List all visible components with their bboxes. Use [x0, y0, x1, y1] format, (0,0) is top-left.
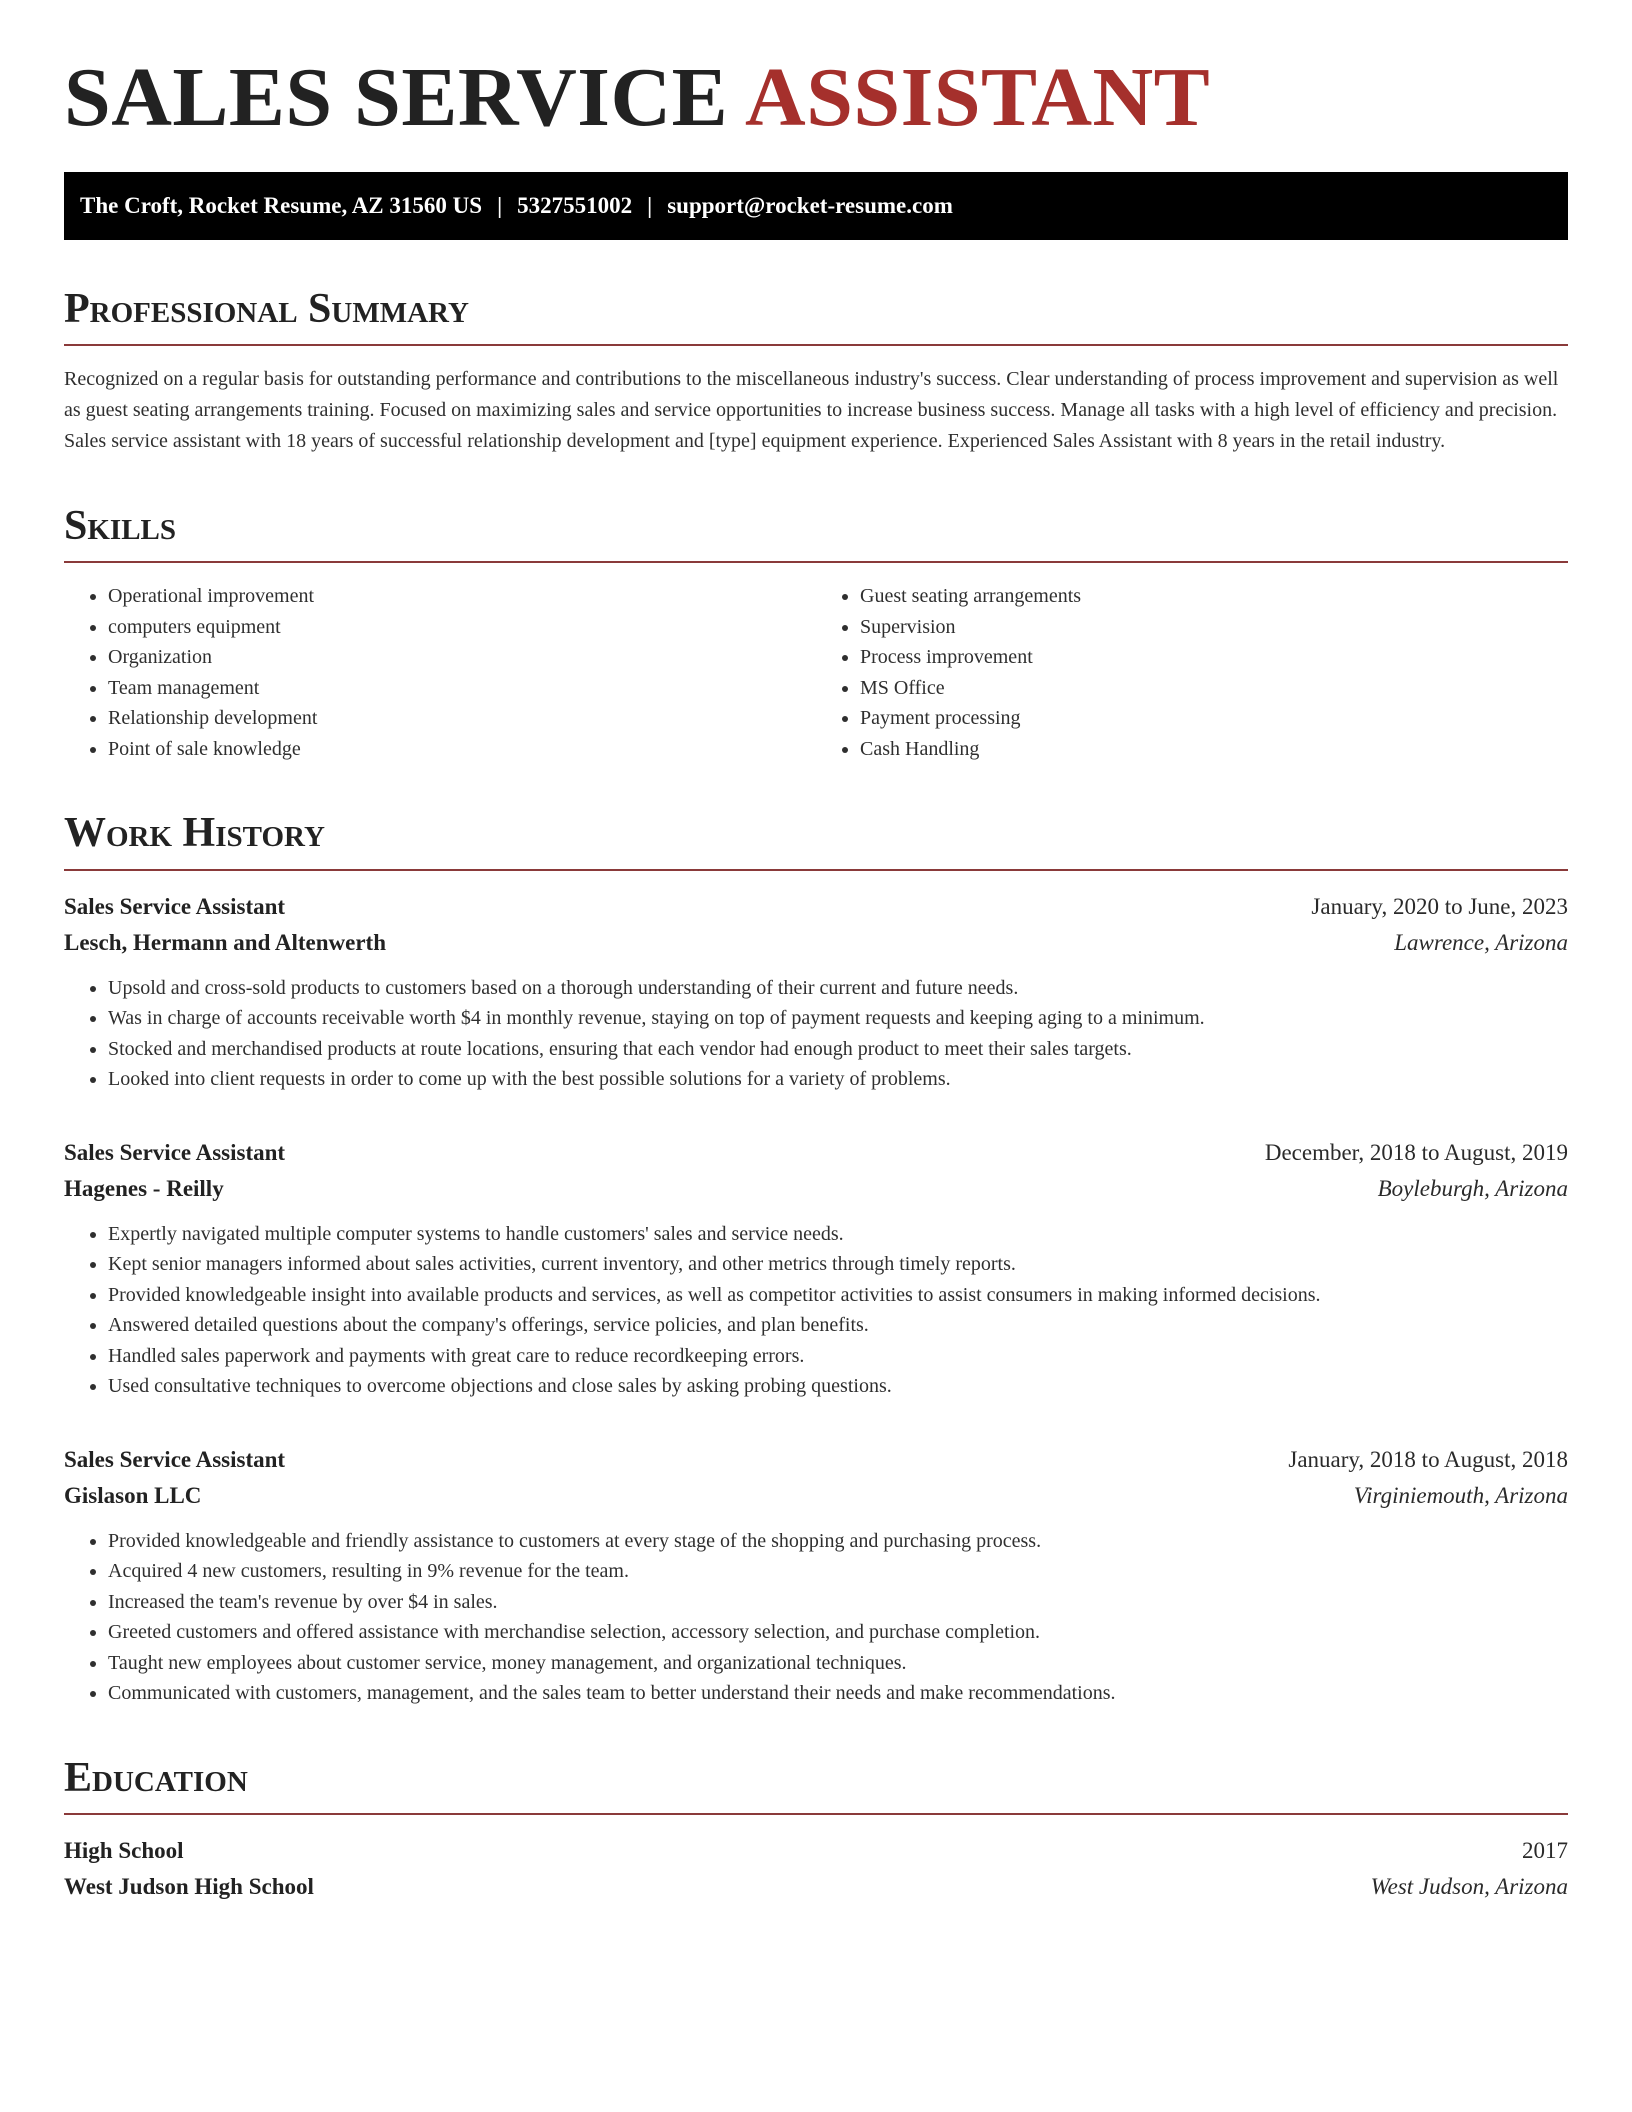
- title-accent: ASSISTANT: [745, 51, 1211, 144]
- job-header-row: [64, 1442, 1568, 1478]
- skill-item: • Guest seating arrangements: [860, 581, 1568, 612]
- job-bullet: • Answered detailed questions about the company's offerings, service policies, and plan benefits.: [108, 1310, 1568, 1341]
- education-entry: [64, 1833, 1568, 1905]
- job-dates: January, 2020 to June, 2023: [1311, 893, 1568, 919]
- job-company: Lesch, Hermann and Altenwerth: [64, 929, 386, 955]
- job-bullet: • Provided knowledgeable and friendly assistance to customers at every stage of the shopping and purchasing process.: [108, 1526, 1568, 1557]
- contact-separator: |: [497, 193, 503, 218]
- education-heading: Education: [64, 1755, 1568, 1815]
- skills-list: [64, 581, 1568, 764]
- job-role: Sales Service Assistant: [64, 893, 286, 919]
- job-bullet: • Kept senior managers informed about sales activities, current inventory, and other metrics through timely reports.: [108, 1249, 1568, 1280]
- education-school-row: [64, 1869, 1568, 1905]
- skill-item: • Point of sale knowledge: [108, 734, 816, 765]
- job-company-row: [64, 1171, 1568, 1207]
- job-company: Hagenes - Reilly: [64, 1175, 224, 1201]
- job-bullet: • Communicated with customers, management, and the sales team to better understand their needs and make recommendations.: [108, 1678, 1568, 1709]
- skill-item: • MS Office: [860, 673, 1568, 704]
- job-bullet: • Greeted customers and offered assistance with merchandise selection, accessory selection, and purchase completion.: [108, 1617, 1568, 1648]
- job-bullet: • Acquired 4 new customers, resulting in 9% revenue for the team.: [108, 1556, 1568, 1587]
- contact-email: support@rocket-resume.com: [667, 193, 953, 218]
- education-degree: High School: [64, 1837, 184, 1863]
- resume-title: [64, 51, 1568, 144]
- skill-item: • Cash Handling: [860, 734, 1568, 765]
- job-entry: [64, 1442, 1568, 1709]
- job-bullet: • Stocked and merchandised products at route locations, ensuring that each vendor had enough product to meet their sales targets.: [108, 1034, 1568, 1065]
- contact-address: The Croft, Rocket Resume, AZ 31560 US: [80, 193, 483, 218]
- skill-item: • Process improvement: [860, 642, 1568, 673]
- job-company-row: [64, 1478, 1568, 1514]
- contact-phone: 5327551002: [517, 193, 633, 218]
- job-dates: December, 2018 to August, 2019: [1264, 1139, 1568, 1165]
- job-bullet: • Provided knowledgeable insight into available products and services, as well as competitor activities to assist consumers in making informed decisions.: [108, 1280, 1568, 1311]
- job-header-row: [64, 1135, 1568, 1171]
- job-bullets: [64, 973, 1568, 1095]
- skill-item: • Relationship development: [108, 703, 816, 734]
- job-location: Virginiemouth, Arizona: [1353, 1482, 1568, 1508]
- job-dates: January, 2018 to August, 2018: [1288, 1446, 1568, 1472]
- job-header-row: [64, 889, 1568, 925]
- skills-heading: Skills: [64, 503, 1568, 563]
- education-school: West Judson High School: [64, 1873, 314, 1899]
- job-company-row: [64, 925, 1568, 961]
- job-entry: [64, 889, 1568, 1095]
- job-role: Sales Service Assistant: [64, 1446, 286, 1472]
- skill-item: • Organization: [108, 642, 816, 673]
- job-role: Sales Service Assistant: [64, 1139, 286, 1165]
- skill-item: • Team management: [108, 673, 816, 704]
- skills-column-right: [816, 581, 1568, 764]
- job-bullet: • Upsold and cross-sold products to customers based on a thorough understanding of their current and future needs.: [108, 973, 1568, 1004]
- job-bullets: [64, 1526, 1568, 1709]
- work-heading: Work History: [64, 810, 1568, 870]
- job-bullets: [64, 1219, 1568, 1402]
- job-location: Boyleburgh, Arizona: [1377, 1175, 1568, 1201]
- contact-bar: [64, 172, 1568, 240]
- job-location: Lawrence, Arizona: [1394, 929, 1568, 955]
- skills-column-left: [64, 581, 816, 764]
- education-location: West Judson, Arizona: [1370, 1873, 1568, 1899]
- education-year: 2017: [1522, 1837, 1568, 1863]
- job-bullet: • Was in charge of accounts receivable worth $4 in monthly revenue, staying on top of payment requests and keeping aging to a minimum.: [108, 1003, 1568, 1034]
- contact-separator: |: [647, 193, 653, 218]
- title-main: SALES SERVICE: [64, 51, 729, 144]
- job-entry: [64, 1135, 1568, 1402]
- job-bullet: • Handled sales paperwork and payments with great care to reduce recordkeeping errors.: [108, 1341, 1568, 1372]
- education-header-row: [64, 1833, 1568, 1869]
- job-bullet: • Looked into client requests in order to come up with the best possible solutions for a variety of problems.: [108, 1064, 1568, 1095]
- skill-item: • computers equipment: [108, 612, 816, 643]
- job-bullet: • Used consultative techniques to overcome objections and close sales by asking probing questions.: [108, 1371, 1568, 1402]
- job-bullet: • Expertly navigated multiple computer systems to handle customers' sales and service needs.: [108, 1219, 1568, 1250]
- skill-item: • Supervision: [860, 612, 1568, 643]
- summary-text: Recognized on a regular basis for outstanding performance and contributions to the miscellaneous industry's success. Clear understanding of process improvement and supervision as well as guest seating arrangements training. Focused on maximizing sales and service opportunities to increase business success. Manage all tasks with a high level of efficiency and precision. Sales service assistant with 18 years of successful relationship development and [type] equipment experience. Experienced Sales Assistant with 8 years in the retail industry.: [64, 368, 1559, 453]
- job-company: Gislason LLC: [64, 1482, 202, 1508]
- job-bullet: • Taught new employees about customer service, money management, and organizational techniques.: [108, 1648, 1568, 1679]
- skill-item: • Operational improvement: [108, 581, 816, 612]
- summary-heading: Professional Summary: [64, 286, 1568, 346]
- job-bullet: • Increased the team's revenue by over $4 in sales.: [108, 1587, 1568, 1618]
- skill-item: • Payment processing: [860, 703, 1568, 734]
